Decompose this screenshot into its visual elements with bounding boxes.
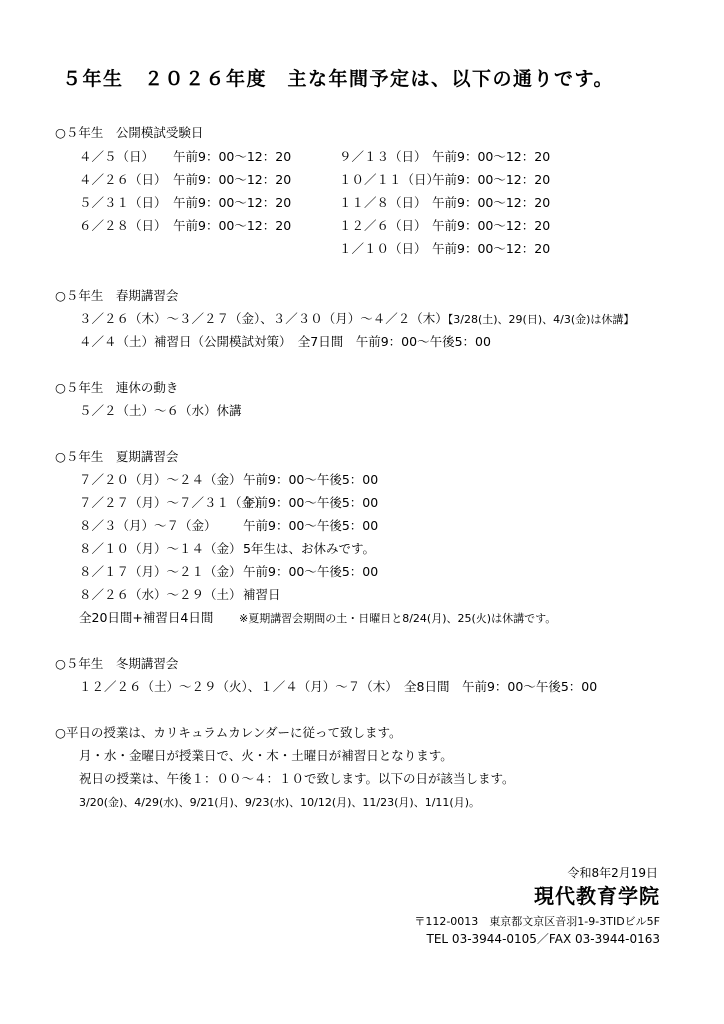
summer-detail: 午前9：00～午後5：00 — [243, 564, 379, 579]
spring-heading: ○５年生 春期講習会 — [55, 288, 179, 303]
exam-time: 午前9：00～12：20 — [432, 195, 551, 210]
exam-time: 午前9：00～12：20 — [173, 218, 292, 233]
winter-heading: ○５年生 冬期講習会 — [55, 656, 179, 671]
exam-date: ５／３１（日） — [79, 195, 167, 210]
summer-detail: 5年生は、お休みです。 — [243, 541, 375, 556]
weekday-line-3: 3/20(金)、4/29(水)、9/21(月)、9/23(水)、10/12(月)、11/23(月)、1/11(月)。 — [79, 796, 480, 809]
summer-detail: 午前9：00～午後5：00 — [243, 518, 379, 533]
weekday-line-2: 祝日の授業は、午後１：００～４：１０で致します。以下の日が該当します。 — [79, 771, 515, 786]
school-name: 現代教育学院 — [534, 884, 660, 908]
summer-date: ８／２６（水）～２９（土） — [79, 587, 242, 602]
summer-date: ７／２０（月）～２４（金） — [79, 472, 242, 487]
exam-date: １０／１１（日） — [339, 172, 440, 187]
spring-closed-note: 【3/28(土)、29(日)、4/3(金)は休講】 — [447, 313, 635, 326]
summer-date: ８／１０（月）～１４（金） — [79, 541, 242, 556]
exam-date: １１／８（日） — [339, 195, 427, 210]
summer-detail: 午前9：00～午後5：00 — [243, 472, 379, 487]
summer-total: 全20日間+補習日4日間 — [79, 610, 214, 625]
summer-detail: 補習日 — [243, 587, 281, 602]
winter-line-1: １２／２６（土）～２９（火）、１／４（月）～７（木） 全8日間 午前9：00～午後5：00 — [79, 679, 598, 694]
exam-date: ４／２６（日） — [79, 172, 167, 187]
exam-date: ４／５（日） — [79, 149, 155, 164]
summer-date: ８／１７（月）～２１（金） — [79, 564, 242, 579]
summer-date: ８／３（月）～７（金） — [79, 518, 217, 533]
summer-detail: 午前9：00～午後5：00 — [243, 495, 379, 510]
mock-exam-row — [79, 149, 154, 165]
spring-line-1 — [79, 311, 634, 328]
exam-date: ６／２８（日） — [79, 218, 167, 233]
exam-time: 午前9：00～12：20 — [432, 241, 551, 256]
holiday-heading: ○５年生 連休の動き — [55, 380, 179, 395]
mock-exam-heading: ○５年生 公開模試受験日 — [55, 125, 204, 140]
school-address: 〒112-0013 東京都文京区音羽1-9-3TIDビル5F — [414, 915, 660, 928]
exam-time: 午前9：00～12：20 — [173, 172, 292, 187]
exam-date: １／１０（日） — [339, 241, 427, 256]
exam-time: 午前9：00～12：20 — [432, 149, 551, 164]
exam-time: 午前9：00～12：20 — [173, 195, 292, 210]
exam-date: ９／１３（日） — [339, 149, 427, 164]
weekday-heading: ○平日の授業は、カリキュラムカレンダーに従って致します。 — [55, 725, 402, 740]
holiday-line-1: ５／２（土）～６（水）休講 — [79, 403, 242, 418]
exam-time: 午前9：00～12：20 — [432, 172, 551, 187]
summer-heading: ○５年生 夏期講習会 — [55, 449, 179, 464]
page-title: ５年生 ２０２６年度 主な年間予定は、以下の通りです。 — [62, 68, 614, 90]
summer-note: ※夏期講習会期間の土・日曜日と8/24(月)、25(火)は休講です。 — [239, 612, 557, 625]
exam-time: 午前9：00～12：20 — [173, 149, 292, 164]
issue-date: 令和8年2月19日 — [567, 866, 658, 880]
weekday-line-1: 月・水・金曜日が授業日で、火・木・土曜日が補習日となります。 — [79, 748, 453, 763]
spring-line-2: ４／４（土）補習日（公開模試対策） 全7日間 午前9：00～午後5：00 — [79, 334, 491, 349]
exam-date: １２／６（日） — [339, 218, 427, 233]
summer-date: ７／２７（月）～７／３１（金） — [79, 495, 267, 510]
exam-time: 午前9：00～12：20 — [432, 218, 551, 233]
spring-dates: ３／２６（木）～３／２７（金）、３／３０（月）～４／２（木） — [79, 311, 448, 326]
school-phone: TEL 03-3944-0105／FAX 03-3944-0163 — [426, 932, 660, 946]
